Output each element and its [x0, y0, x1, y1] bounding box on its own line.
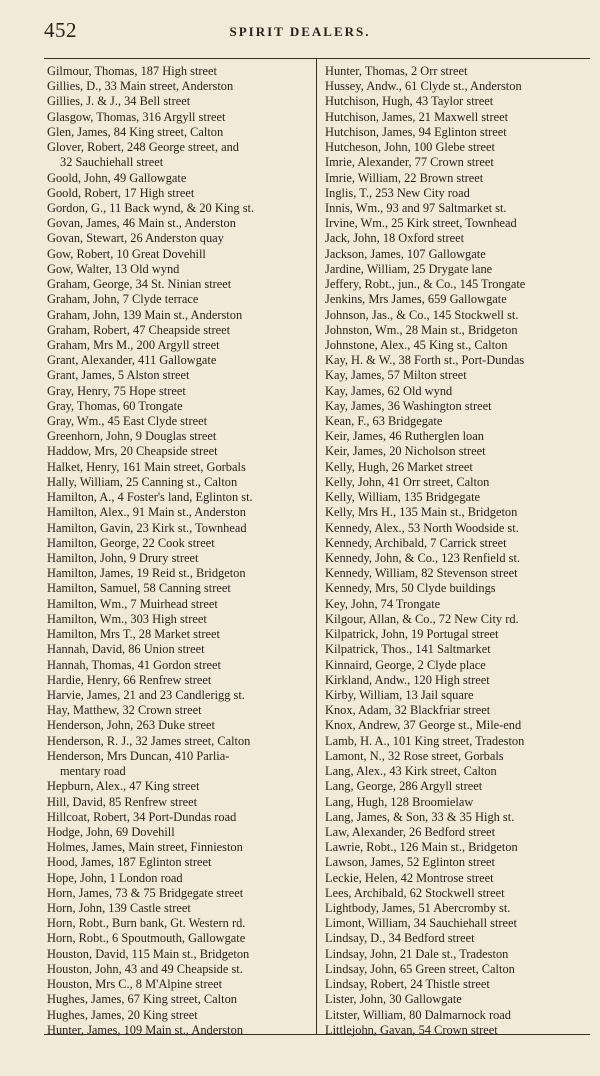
directory-entry: Kay, James, 36 Washington street	[325, 398, 492, 413]
directory-entry: Hunter, Thomas, 2 Orr street	[325, 64, 468, 78]
directory-entry: Hillcoat, Robert, 34 Port-Dundas road	[47, 809, 237, 824]
directory-entry: Hood, James, 187 Eglinton street	[47, 855, 212, 870]
directory-entry: Harvie, James, 21 and 23 Candlerigg st.	[47, 687, 245, 702]
directory-entry: Jack, John, 18 Oxford street	[325, 231, 465, 246]
directory-entry: Gray, Wm., 45 East Clyde street	[47, 414, 208, 429]
directory-entry: Lamont, N., 32 Rose street, Gorbals	[325, 748, 504, 763]
directory-entry: Kilpatrick, John, 19 Portugal street	[325, 627, 499, 642]
directory-entry: Glen, James, 84 King street, Calton	[47, 124, 224, 139]
directory-entry: Glasgow, Thomas, 316 Argyll street	[47, 109, 226, 124]
directory-entry: Henderson, John, 263 Duke street	[47, 718, 215, 733]
directory-entry: Hamilton, Wm., 303 High street	[47, 611, 207, 626]
directory-entry: Glover, Robert, 248 George street, and	[47, 140, 239, 155]
directory-entry: Jardine, William, 25 Drygate lane	[325, 261, 493, 276]
directory-entry: Kennedy, Mrs, 50 Clyde buildings	[325, 581, 496, 596]
directory-entry: Houston, David, 115 Main st., Bridgeton	[47, 946, 250, 961]
directory-entry: Hutchison, Hugh, 43 Taylor street	[325, 94, 494, 109]
directory-entry: Horn, James, 73 & 75 Bridgegate street	[47, 885, 244, 900]
directory-entry: Lindsay, John, 21 Dale st., Tradeston	[325, 946, 509, 961]
directory-entry: Jenkins, Mrs James, 659 Gallowgate	[325, 292, 507, 307]
directory-entry: Halket, Henry, 161 Main street, Gorbals	[47, 459, 246, 474]
directory-entry: Hamilton, A., 4 Foster's land, Eglinton st.	[47, 490, 253, 505]
directory-entry: Hutchison, James, 21 Maxwell street	[325, 109, 509, 124]
directory-entry: Innis, Wm., 93 and 97 Saltmarket st.	[325, 200, 507, 215]
directory-entry: Horn, Robt., Burn bank, Gt. Western rd.	[47, 916, 246, 931]
directory-entry: Houston, John, 43 and 49 Cheapside st.	[47, 961, 243, 976]
directory-entry: Knox, Adam, 32 Blackfriar street	[325, 703, 491, 718]
directory-entry: Keir, James, 20 Nicholson street	[325, 444, 486, 459]
directory-entry: Hardie, Henry, 66 Renfrew street	[47, 672, 212, 687]
directory-entry: Hamilton, George, 22 Cook street	[47, 535, 215, 550]
directory-entry: Littlejohn, Gavan, 54 Crown street	[325, 1022, 498, 1037]
directory-entry: Goold, John, 49 Gallowgate	[47, 170, 187, 185]
directory-entry: Kilgour, Allan, & Co., 72 New City rd.	[325, 611, 519, 626]
top-rule	[44, 58, 590, 59]
bottom-rule	[44, 1034, 590, 1035]
directory-entry: Johnstone, Alex., 45 King st., Calton	[325, 337, 508, 352]
directory-entry: Hope, John, 1 London road	[47, 870, 183, 885]
directory-entry: Gordon, G., 11 Back wynd, & 20 King st.	[47, 200, 255, 215]
directory-entry: Knox, Andrew, 37 George st., Mile-end	[325, 718, 522, 733]
directory-entry: Gow, Walter, 13 Old wynd	[47, 261, 180, 276]
directory-entry: Hamilton, Mrs T., 28 Market street	[47, 627, 220, 642]
directory-entry: Henderson, R. J., 32 James street, Calton	[47, 733, 251, 748]
directory-entry: Hepburn, Alex., 47 King street	[47, 779, 200, 794]
directory-entry: Lang, George, 286 Argyll street	[325, 779, 483, 794]
directory-entry: Houston, Mrs C., 8 M'Alpine street	[47, 977, 223, 992]
directory-entry: Kennedy, William, 82 Stevenson street	[325, 566, 518, 581]
directory-entry: Kelly, Mrs H., 135 Main st., Bridgeton	[325, 505, 518, 520]
directory-entry: Inglis, T., 253 New City road	[325, 185, 470, 200]
directory-entry: Hamilton, James, 19 Reid st., Bridgeton	[47, 566, 246, 581]
directory-entry: Hussey, Andw., 61 Clyde st., Anderston	[325, 79, 522, 94]
directory-entry: Hutchison, James, 94 Eglinton street	[325, 124, 507, 139]
directory-entry: Hughes, James, 67 King street, Calton	[47, 992, 237, 1007]
directory-entry: Grant, Alexander, 411 Gallowgate	[47, 353, 217, 368]
directory-entry: Lamb, H. A., 101 King street, Tradeston	[325, 733, 525, 748]
directory-entry: Hamilton, Wm., 7 Muirhead street	[47, 596, 218, 611]
directory-entry: Gillies, J. & J., 34 Bell street	[47, 94, 191, 109]
directory-entry: Lister, John, 30 Gallowgate	[325, 992, 462, 1007]
directory-entry: Kean, F., 63 Bridgegate	[325, 414, 443, 429]
directory-entry: Graham, John, 7 Clyde terrace	[47, 292, 199, 307]
directory-entry: Kennedy, Alex., 53 North Woodside st.	[325, 520, 519, 535]
directory-entry: Hodge, John, 69 Dovehill	[47, 824, 175, 839]
directory-entry: 32 Sauchiehall street	[60, 155, 164, 170]
directory-entry: Hamilton, Gavin, 23 Kirk st., Townhead	[47, 520, 247, 535]
directory-entry: Lawrie, Robt., 126 Main st., Bridgeton	[325, 840, 518, 855]
directory-entry: Hughes, James, 20 King street	[47, 1007, 198, 1022]
directory-entry: Hamilton, John, 9 Drury street	[47, 551, 199, 565]
directory-entry: Key, John, 74 Trongate	[325, 596, 441, 611]
directory-entry: Kirkland, Andw., 120 High street	[325, 672, 490, 687]
directory-entry: Gow, Robert, 10 Great Dovehill	[47, 246, 206, 261]
directory-entry: Jackson, James, 107 Gallowgate	[325, 246, 486, 261]
directory-entry: Kelly, John, 41 Orr street, Calton	[325, 474, 490, 489]
directory-entry: Gray, Thomas, 60 Trongate	[47, 398, 183, 413]
directory-entry: Imrie, William, 22 Brown street	[325, 170, 484, 185]
directory-entry: Graham, Robert, 47 Cheapside street	[47, 322, 231, 337]
directory-entry: Hannah, David, 86 Union street	[47, 642, 205, 657]
directory-entry: Gilmour, Thomas, 187 High street	[47, 64, 217, 78]
directory-entry: Litster, William, 80 Dalmarnock road	[325, 1007, 511, 1022]
directory-entry: Kelly, William, 135 Bridgegate	[325, 490, 481, 505]
directory-entry: Goold, Robert, 17 High street	[47, 185, 195, 200]
left-column	[44, 64, 314, 1038]
directory-entry: Keir, James, 46 Rutherglen loan	[325, 429, 484, 444]
directory-entry: Irvine, Wm., 25 Kirk street, Townhead	[325, 216, 517, 231]
directory-entry: mentary road	[60, 764, 126, 779]
directory-entry: Graham, George, 34 St. Ninian street	[47, 277, 232, 292]
directory-entry: Kay, H. & W., 38 Forth st., Port-Dundas	[325, 353, 525, 368]
directory-entry: Holmes, James, Main street, Finnieston	[47, 840, 243, 855]
directory-entry: Kay, James, 57 Milton street	[325, 368, 467, 383]
column-divider	[316, 58, 317, 1034]
page-header	[0, 18, 600, 48]
directory-entry: Govan, James, 46 Main st., Anderston	[47, 216, 236, 231]
page-number: 452	[44, 18, 77, 42]
directory-entry: Limont, William, 34 Sauchiehall street	[325, 916, 517, 931]
directory-entry: Hally, William, 25 Canning st., Calton	[47, 474, 238, 489]
directory-entry: Lees, Archibald, 62 Stockwell street	[325, 885, 505, 900]
directory-entry: Kinnaird, George, 2 Clyde place	[325, 657, 486, 672]
directory-entry: Kennedy, Archibald, 7 Carrick street	[325, 535, 507, 550]
directory-entry: Jeffery, Robt., jun., & Co., 145 Trongate	[325, 277, 526, 292]
right-column	[322, 64, 588, 1038]
directory-entry: Kilpatrick, Thos., 141 Saltmarket	[325, 642, 491, 657]
directory-entry: Johnston, Wm., 28 Main st., Bridgeton	[325, 322, 518, 337]
directory-entry: Hill, David, 85 Renfrew street	[47, 794, 198, 809]
running-title: SPIRIT DEALERS.	[229, 24, 371, 39]
directory-entry: Kirby, William, 13 Jail square	[325, 687, 474, 702]
directory-entry: Hamilton, Samuel, 58 Canning street	[47, 581, 231, 596]
directory-entry: Haddow, Mrs, 20 Cheapside street	[47, 444, 218, 459]
directory-entry: Horn, Robt., 6 Spoutmouth, Gallowgate	[47, 931, 246, 946]
directory-entry: Hannah, Thomas, 41 Gordon street	[47, 657, 221, 672]
directory-entry: Graham, John, 139 Main st., Anderston	[47, 307, 243, 322]
directory-entry: Leckie, Helen, 42 Montrose street	[325, 870, 494, 885]
directory-entry: Lawson, James, 52 Eglinton street	[325, 855, 495, 870]
directory-entry: Henderson, Mrs Duncan, 410 Parlia-	[47, 748, 230, 763]
directory-entry: Gillies, D., 33 Main street, Anderston	[47, 79, 234, 94]
directory-entry: Lang, Alex., 43 Kirk street, Calton	[325, 764, 497, 779]
directory-entry: Imrie, Alexander, 77 Crown street	[325, 155, 494, 170]
directory-entry: Govan, Stewart, 26 Anderston quay	[47, 231, 224, 246]
directory-entry: Lang, Hugh, 128 Broomielaw	[325, 794, 474, 809]
directory-entry: Graham, Mrs M., 200 Argyll street	[47, 337, 220, 352]
directory-entry: Lindsay, D., 34 Bedford street	[325, 931, 475, 946]
directory-entry: Kelly, Hugh, 26 Market street	[325, 459, 473, 474]
directory-entry: Lang, James, & Son, 33 & 35 High st.	[325, 809, 515, 824]
directory-entry: Kay, James, 62 Old wynd	[325, 383, 453, 398]
directory-entry: Hamilton, Alex., 91 Main st., Anderston	[47, 505, 246, 520]
directory-entry: Johnson, Jas., & Co., 145 Stockwell st.	[325, 307, 519, 322]
directory-entry: Law, Alexander, 26 Bedford street	[325, 824, 496, 839]
directory-entry: Lindsay, Robert, 24 Thistle street	[325, 977, 490, 992]
directory-entry: Lightbody, James, 51 Abercromby st.	[325, 901, 511, 916]
directory-entry: Hunter, James, 109 Main st., Anderston	[47, 1022, 244, 1037]
directory-entry: Grant, James, 5 Alston street	[47, 368, 190, 383]
directory-entry: Gray, Henry, 75 Hope street	[47, 383, 186, 398]
directory-entry: Hay, Matthew, 32 Crown street	[47, 703, 202, 718]
directory-entry: Hutcheson, John, 100 Glebe street	[325, 140, 495, 155]
directory-entry: Lindsay, John, 65 Green street, Calton	[325, 961, 515, 976]
directory-entry: Greenhorn, John, 9 Douglas street	[47, 429, 217, 444]
directory-entry: Kennedy, John, & Co., 123 Renfield st.	[325, 551, 521, 565]
directory-entry: Horn, John, 139 Castle street	[47, 901, 191, 916]
